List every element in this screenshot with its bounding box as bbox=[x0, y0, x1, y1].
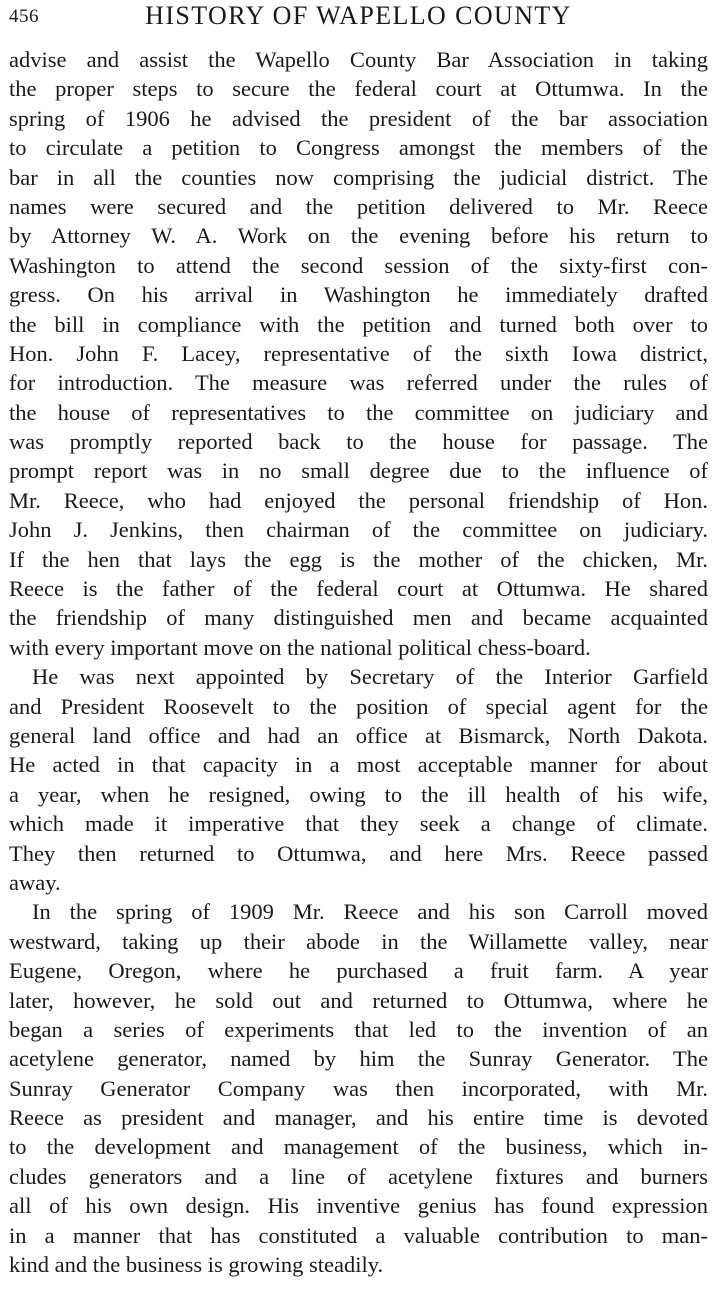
text-line: Sunray Generator Company was then incorporated, with Mr. bbox=[9, 1075, 708, 1101]
page-number: 456 bbox=[9, 6, 39, 27]
text-line: bar in all the counties now comprising the judicial district. The bbox=[9, 164, 708, 190]
text-line: to circulate a petition to Congress amongst the members of the bbox=[9, 135, 708, 161]
text-line: Mr. Reece, who had enjoyed the personal friendship of Hon. bbox=[9, 487, 708, 513]
text-line: prompt report was in no small degree due to the influence of bbox=[9, 458, 708, 484]
text-line: and President Roosevelt to the position of special agent for the bbox=[9, 693, 708, 719]
text-line: spring of 1906 he advised the president of the bar association bbox=[9, 105, 708, 131]
text-line: They then returned to Ottumwa, and here Mrs. Reece passed bbox=[9, 840, 708, 866]
text-line: general land office and had an office at Bismarck, North Dakota. bbox=[9, 722, 708, 748]
text-line: kind and the business is growing steadily. bbox=[9, 1252, 384, 1278]
text-line: the bill in compliance with the petition and turned both over to bbox=[9, 311, 708, 337]
text-line: the friendship of many distinguished men and became acquainted bbox=[9, 605, 708, 631]
text-line: the proper steps to secure the federal court at Ottumwa. In the bbox=[9, 76, 708, 102]
text-line: westward, taking up their abode in the Willamette valley, near bbox=[9, 928, 708, 954]
text-line: Eugene, Oregon, where he purchased a fruit farm. A year bbox=[9, 958, 708, 984]
text-line: the house of representatives to the committee on judiciary and bbox=[9, 399, 708, 425]
text-line: in a manner that has constituted a valuable contribution to man- bbox=[9, 1222, 708, 1248]
text-line: gress. On his arrival in Washington he immediately drafted bbox=[9, 282, 708, 308]
text-line: Reece as president and manager, and his entire time is devoted bbox=[9, 1105, 708, 1131]
text-line: by Attorney W. A. Work on the evening before his return to bbox=[9, 223, 708, 249]
text-line: which made it imperative that they seek a change of climate. bbox=[9, 811, 708, 837]
book-page bbox=[9, 0, 708, 1278]
page-header bbox=[9, 0, 708, 46]
text-line: advise and assist the Wapello County Bar Association in taking bbox=[9, 47, 708, 72]
paragraph-first-line: In the spring of 1909 Mr. Reece and his son Carroll moved bbox=[32, 899, 708, 925]
text-line: If the hen that lays the egg is the mother of the chicken, Mr. bbox=[9, 546, 708, 572]
text-line: acetylene generator, named by him the Sunray Generator. The bbox=[9, 1046, 708, 1072]
text-line: away. bbox=[9, 869, 61, 895]
text-line: Reece is the father of the federal court at Ottumwa. He shared bbox=[9, 576, 708, 602]
text-line: Hon. John F. Lacey, representative of the sixth Iowa district, bbox=[9, 340, 708, 366]
text-line: later, however, he sold out and returned to Ottumwa, where he bbox=[9, 987, 708, 1013]
text-line: He acted in that capacity in a most acceptable manner for about bbox=[9, 752, 708, 778]
text-line: to the development and management of the business, which in- bbox=[9, 1134, 708, 1160]
running-title: HISTORY OF WAPELLO COUNTY bbox=[145, 1, 572, 30]
body-text bbox=[9, 45, 708, 1279]
paragraph-first-line: He was next appointed by Secretary of the Interior Garfield bbox=[32, 664, 708, 690]
text-line: all of his own design. His inventive genius has found expression bbox=[9, 1193, 708, 1219]
text-line: was promptly reported back to the house for passage. The bbox=[9, 429, 708, 455]
text-line: cludes generators and a line of acetylene fixtures and burners bbox=[9, 1163, 708, 1189]
text-line: Washington to attend the second session of the sixty-first con- bbox=[9, 252, 708, 278]
text-line: for introduction. The measure was referred under the rules of bbox=[9, 370, 708, 396]
text-line: began a series of experiments that led to the invention of an bbox=[9, 1016, 708, 1042]
text-line: a year, when he resigned, owing to the ill health of his wife, bbox=[9, 781, 708, 807]
text-line: names were secured and the petition delivered to Mr. Reece bbox=[9, 193, 708, 219]
text-line: with every important move on the national political chess-board. bbox=[9, 634, 591, 660]
text-line: John J. Jenkins, then chairman of the committee on judiciary. bbox=[9, 517, 708, 543]
